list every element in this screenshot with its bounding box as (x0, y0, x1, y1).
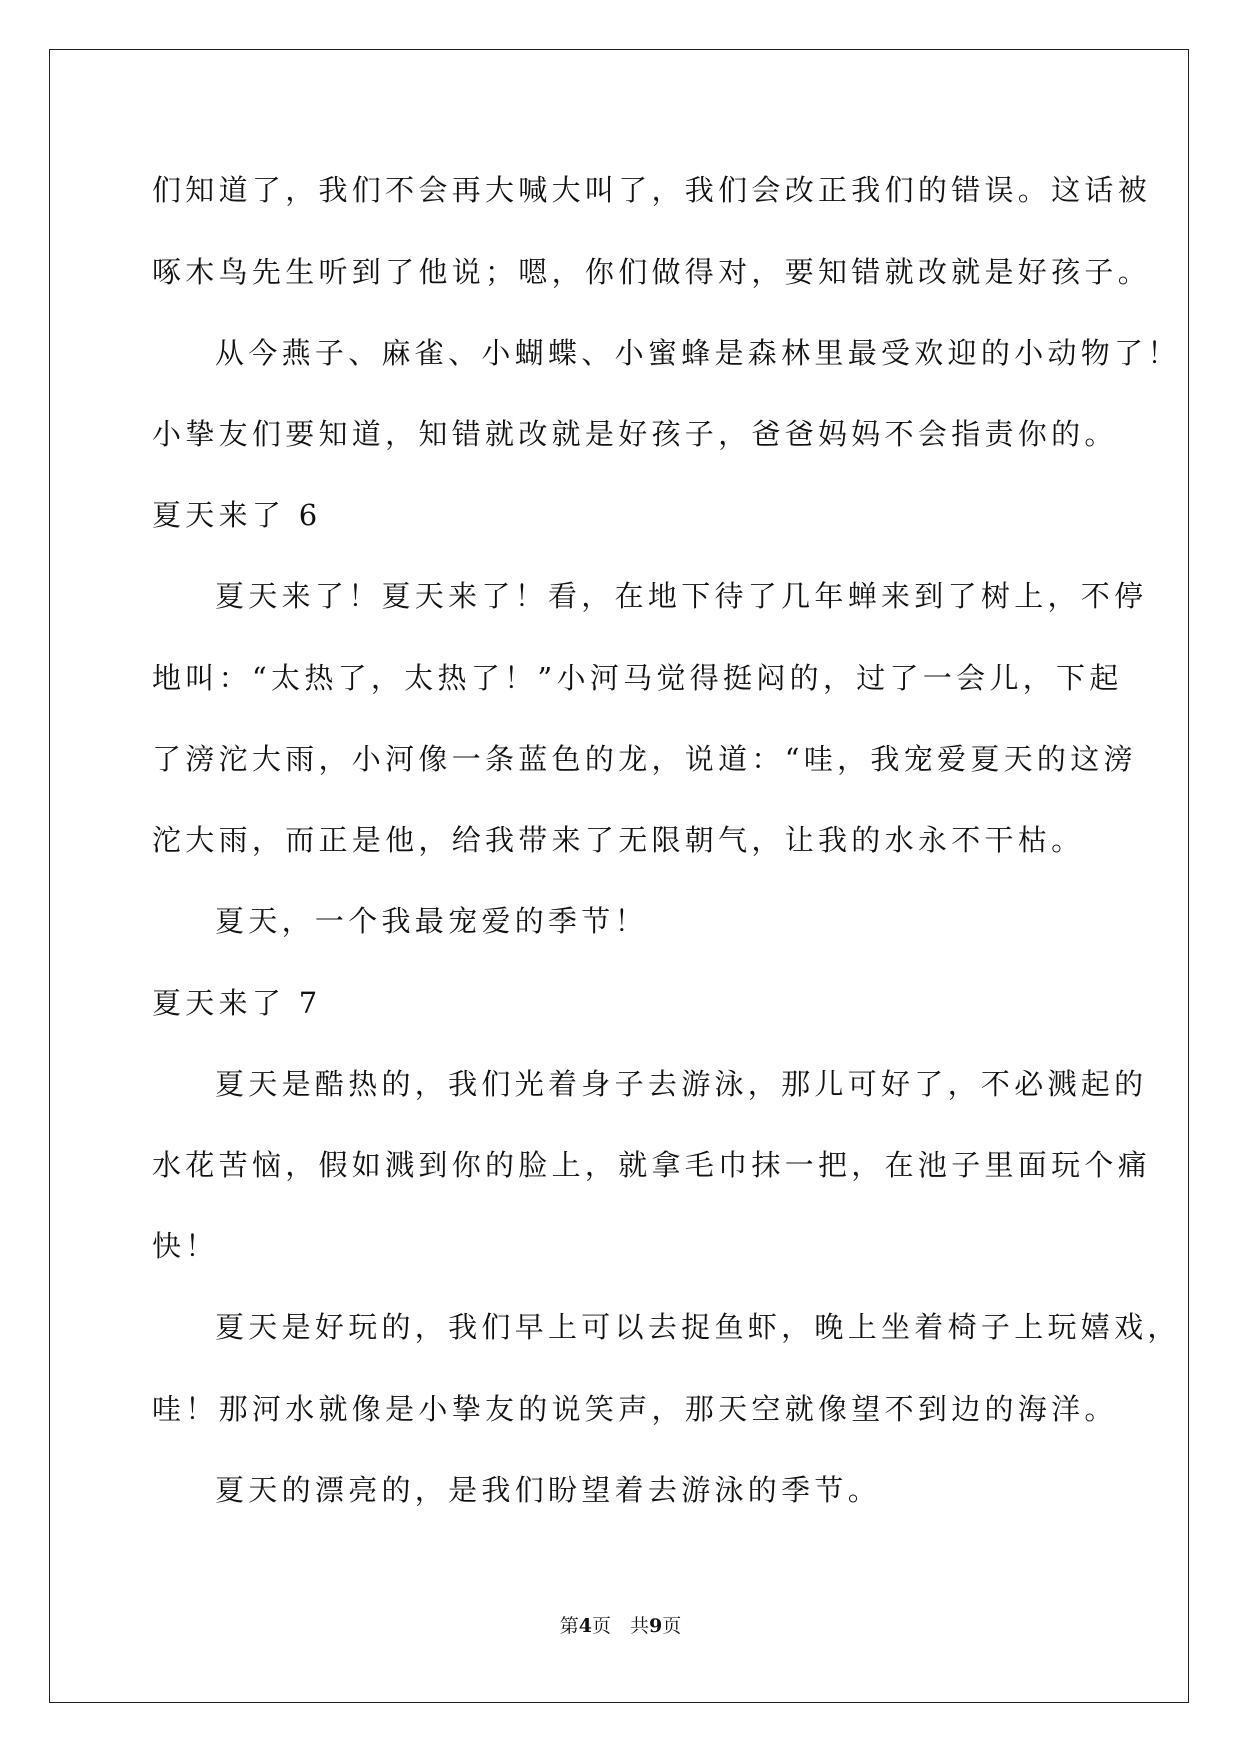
footer-suffix: 页 (662, 1615, 682, 1637)
footer-prefix: 第 (559, 1615, 579, 1637)
section-heading: 夏天来了 6 (152, 498, 322, 532)
section-heading: 夏天来了 7 (152, 986, 322, 1020)
current-page-number: 4 (578, 1615, 592, 1637)
text-line: 们知道了，我们不会再大喊大叫了，我们会改正我们的错误。这话被 (152, 173, 1152, 207)
paragraph-start: 夏天的漂亮的，是我们盼望着去游泳的季节。 (215, 1473, 882, 1507)
text-line: 了滂沱大雨，小河像一条蓝色的龙，说道：“哇，我宠爱夏天的这滂 (152, 742, 1137, 776)
paragraph-start: 夏天是好玩的，我们早上可以去捉鱼虾，晚上坐着椅子上玩嬉戏， (215, 1310, 1181, 1344)
paragraph-start: 夏天是酷热的，我们光着身子去游泳，那儿可好了，不必溅起的 (215, 1067, 1148, 1101)
text-line: 快！ (152, 1229, 219, 1263)
footer-mid: 页 共 (591, 1615, 649, 1637)
total-pages-number: 9 (649, 1615, 663, 1637)
paragraph-start: 夏天来了！夏天来了！看，在地下待了几年蝉来到了树上，不停 (215, 579, 1148, 613)
page-border (49, 49, 1189, 1703)
paragraph-start: 夏天，一个我最宠爱的季节！ (215, 904, 648, 938)
page-footer (0, 1617, 1241, 1636)
text-line: 沱大雨，而正是他，给我带来了无限朝气，让我的水永不干枯。 (152, 823, 1085, 857)
text-line: 水花苦恼，假如溅到你的脸上，就拿毛巾抹一把，在池子里面玩个痛 (152, 1148, 1152, 1182)
paragraph-start: 从今燕子、麻雀、小蝴蝶、小蜜蜂是森林里最受欢迎的小动物了！ (215, 336, 1181, 370)
text-line: 小挚友们要知道，知错就改就是好孩子，爸爸妈妈不会指责你的。 (152, 417, 1118, 451)
text-line: 啄木鸟先生听到了他说；嗯，你们做得对，要知错就改就是好孩子。 (152, 255, 1152, 289)
text-line: 地叫：“太热了，太热了！”小河马觉得挺闷的，过了一会儿，下起 (152, 661, 1123, 695)
text-line: 哇！那河水就像是小挚友的说笑声，那天空就像望不到边的海洋。 (152, 1392, 1118, 1426)
